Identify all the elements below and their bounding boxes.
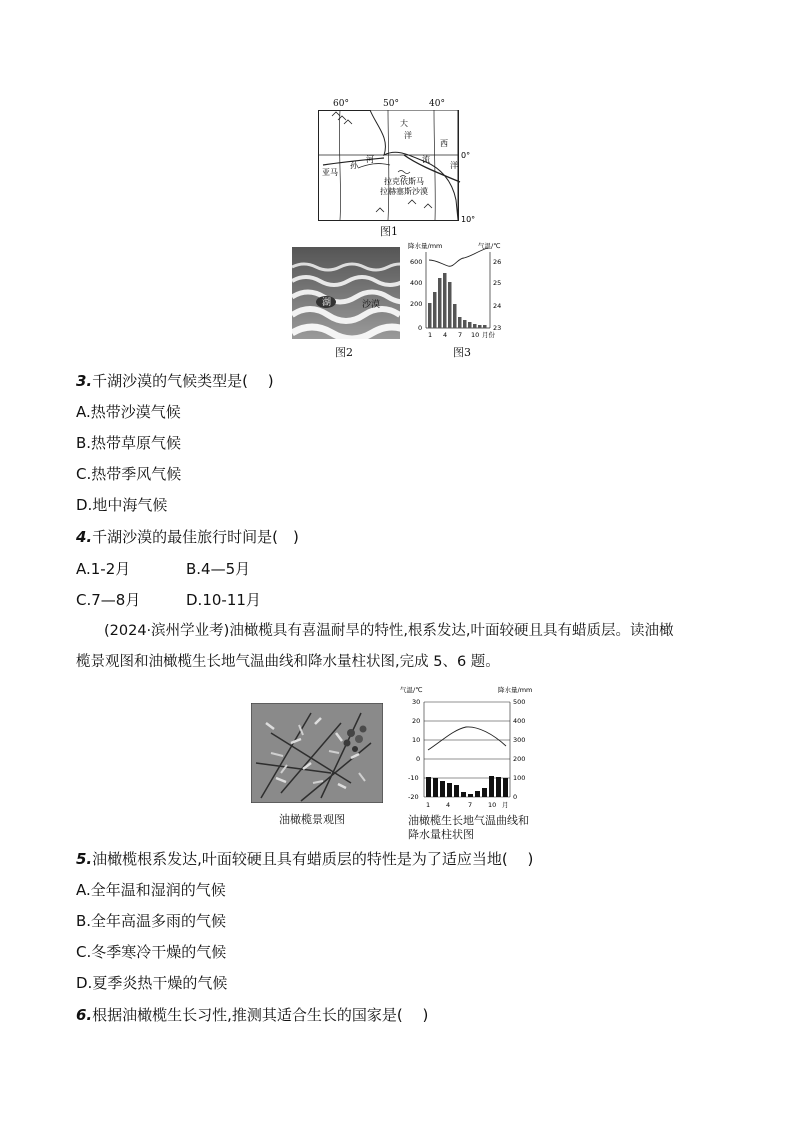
climate-right-tick: 400 (513, 717, 526, 725)
fig3-bar (483, 325, 487, 328)
fig3-right-tick: 25 (493, 279, 502, 287)
climate-left-tick: 20 (412, 717, 421, 725)
photo-desert-label: 沙漠 (362, 300, 381, 310)
climate-left-tick: 0 (416, 755, 421, 763)
question-text: 千湖沙漠的气候类型是( ) (92, 372, 274, 390)
climate-x-tick: 1 (426, 801, 431, 809)
q4-option-d: D.10-11月 (186, 591, 261, 609)
olive-landscape-figure (251, 703, 385, 828)
fig3-bar (458, 317, 462, 328)
figure-1-caption: 图1 (380, 225, 398, 238)
climate-bar (440, 781, 445, 797)
desert-photo (292, 247, 400, 339)
fig3-bar (438, 278, 442, 328)
fig3-x-tick: 10 (471, 331, 480, 339)
climate-x-tick: 10 (488, 801, 497, 809)
climate-left-axis-title: 气温/℃ (400, 686, 423, 694)
q5-option-a: A.全年温和湿润的气候 (76, 881, 226, 899)
photo-lake-label: 湖 (322, 298, 332, 308)
climate-bar (482, 788, 487, 797)
map-river-char: 亚马 (322, 168, 338, 177)
fig3-left-tick: 0 (418, 324, 423, 332)
figure-3-chart (408, 240, 508, 360)
climate-left-tick: -10 (408, 774, 419, 782)
map-river-char: 流 (422, 155, 430, 164)
climate-bar (454, 785, 459, 797)
climate-bar (503, 778, 508, 797)
map-lon-label: 60° (333, 99, 349, 109)
map-ocean-char: 大 (400, 119, 408, 128)
climate-left-tick: -20 (408, 793, 419, 801)
figure-2-caption: 图2 (335, 346, 353, 359)
map-lon-label: 40° (429, 99, 445, 109)
map-lat-label: 0° (461, 151, 471, 160)
map-lat-label: 10° (461, 215, 476, 222)
climate-caption-line-2: 降水量柱状图 (408, 828, 474, 841)
question-5 (76, 849, 533, 869)
climate-bars (426, 776, 508, 797)
figure-2-photo (292, 247, 400, 359)
climate-x-unit: 月 (502, 801, 509, 809)
fig3-bars (428, 273, 487, 328)
q5-option-d: D.夏季炎热干燥的气候 (76, 974, 228, 992)
question-number: 5. (76, 850, 93, 868)
map-river-char: 河 (366, 155, 374, 164)
climate-x-tick: 4 (446, 801, 451, 809)
fig3-bar (433, 292, 437, 328)
question-text: 油橄榄根系发达,叶面较硬且具有蜡质层的特性是为了适应当地( ) (92, 850, 534, 868)
question-number: 4. (76, 528, 93, 546)
climate-right-tick: 300 (513, 736, 526, 744)
climate-right-tick: 100 (513, 774, 526, 782)
climate-right-tick: 200 (513, 755, 526, 763)
climate-left-tick: 30 (412, 698, 421, 706)
q4-option-b: B.4—5月 (186, 560, 251, 578)
climate-bar (426, 777, 431, 797)
q3-option-a: A.热带沙漠气候 (76, 403, 181, 421)
map-river-char: 孙 (350, 161, 358, 170)
olive-chart-svg (398, 684, 548, 810)
olive-photo-caption: 油橄榄景观图 (279, 813, 345, 826)
fig3-right-axis-title: 气温/℃ (478, 242, 501, 250)
question-text: 千湖沙漠的最佳旅行时间是( ) (92, 528, 299, 546)
fig3-bar (473, 324, 477, 328)
question-3 (76, 371, 274, 391)
map-lon-label: 50° (383, 99, 399, 109)
map-ocean-char: 西 (440, 139, 448, 148)
olive-photo (251, 703, 383, 803)
climate-bar (475, 791, 480, 797)
fig3-bar (463, 320, 467, 328)
climate-bar (496, 777, 501, 797)
fig3-left-axis-title: 降水量/mm (408, 242, 443, 250)
climate-bar (447, 783, 452, 797)
q3-option-b: B.热带草原气候 (76, 434, 182, 452)
fig3-right-tick: 26 (493, 258, 502, 266)
climate-left-ticks (408, 698, 420, 801)
fig3-x-unit: 月份 (482, 331, 495, 339)
q4-option-c: C.7—8月 (76, 591, 141, 609)
fig3-bar (468, 322, 472, 328)
fig3-right-tick: 23 (493, 324, 502, 332)
fig3-x-tick: 1 (428, 331, 433, 339)
q3-option-c: C.热带季风气候 (76, 465, 182, 483)
climate-right-axis-title: 降水量/mm (498, 686, 533, 694)
map-place-line-2: 拉赫塞斯沙漠 (380, 187, 428, 196)
q4-option-a: A.1-2月 (76, 560, 131, 578)
q5-option-c: C.冬季寒冷干燥的气候 (76, 943, 227, 961)
intro-line-1: (2024·滨州学业考)油橄榄具有喜温耐旱的特性,根系发达,叶面较硬且具有蜡质层。读油橄 (104, 623, 674, 639)
question-text: 根据油橄榄生长习性,推测其适合生长的国家是( ) (92, 1006, 429, 1024)
fig3-bar (453, 304, 457, 328)
q5-option-b: B.全年高温多雨的气候 (76, 912, 227, 930)
map-place-line-1: 拉克依斯马 (384, 177, 424, 186)
q3-option-d: D.地中海气候 (76, 496, 168, 514)
fig3-left-tick: 400 (410, 279, 423, 287)
map-svg (318, 110, 478, 222)
fig3-svg (408, 240, 508, 340)
question-6 (76, 1005, 428, 1025)
climate-right-tick: 500 (513, 698, 526, 706)
climate-x-tick: 7 (468, 801, 473, 809)
climate-bar (461, 792, 466, 797)
olive-climate-chart (398, 684, 548, 844)
map-ocean-char: 洋 (404, 131, 412, 140)
fig3-bar (448, 282, 452, 328)
question-number: 3. (76, 372, 93, 390)
map-ocean-char: 洋 (450, 161, 458, 170)
figure-1-map (318, 110, 478, 238)
climate-left-tick: 10 (412, 736, 421, 744)
fig3-right-ticks (493, 258, 501, 332)
figure-3-caption: 图3 (453, 346, 471, 359)
climate-bar (489, 776, 494, 797)
fig3-bar (428, 303, 432, 328)
climate-bar (468, 794, 473, 797)
intro-line-2: 榄景观图和油橄榄生长地气温曲线和降水量柱状图,完成 5、6 题。 (76, 654, 500, 670)
fig3-right-tick: 24 (493, 302, 502, 310)
fig3-temperature-line (429, 248, 488, 266)
climate-temperature-line (428, 727, 506, 750)
fig3-bar (443, 273, 447, 328)
question-4 (76, 527, 299, 547)
fig3-x-tick: 7 (458, 331, 463, 339)
fig3-x-tick: 4 (443, 331, 448, 339)
fig3-left-tick: 200 (410, 300, 423, 308)
fig3-left-tick: 600 (410, 258, 423, 266)
question-number: 6. (76, 1006, 93, 1024)
fig3-left-ticks (410, 258, 422, 332)
fig3-bar (478, 325, 482, 328)
climate-right-tick: 0 (513, 793, 518, 801)
climate-right-ticks (513, 698, 525, 801)
climate-bar (433, 778, 438, 797)
climate-caption-line-1: 油橄榄生长地气温曲线和 (408, 814, 529, 827)
